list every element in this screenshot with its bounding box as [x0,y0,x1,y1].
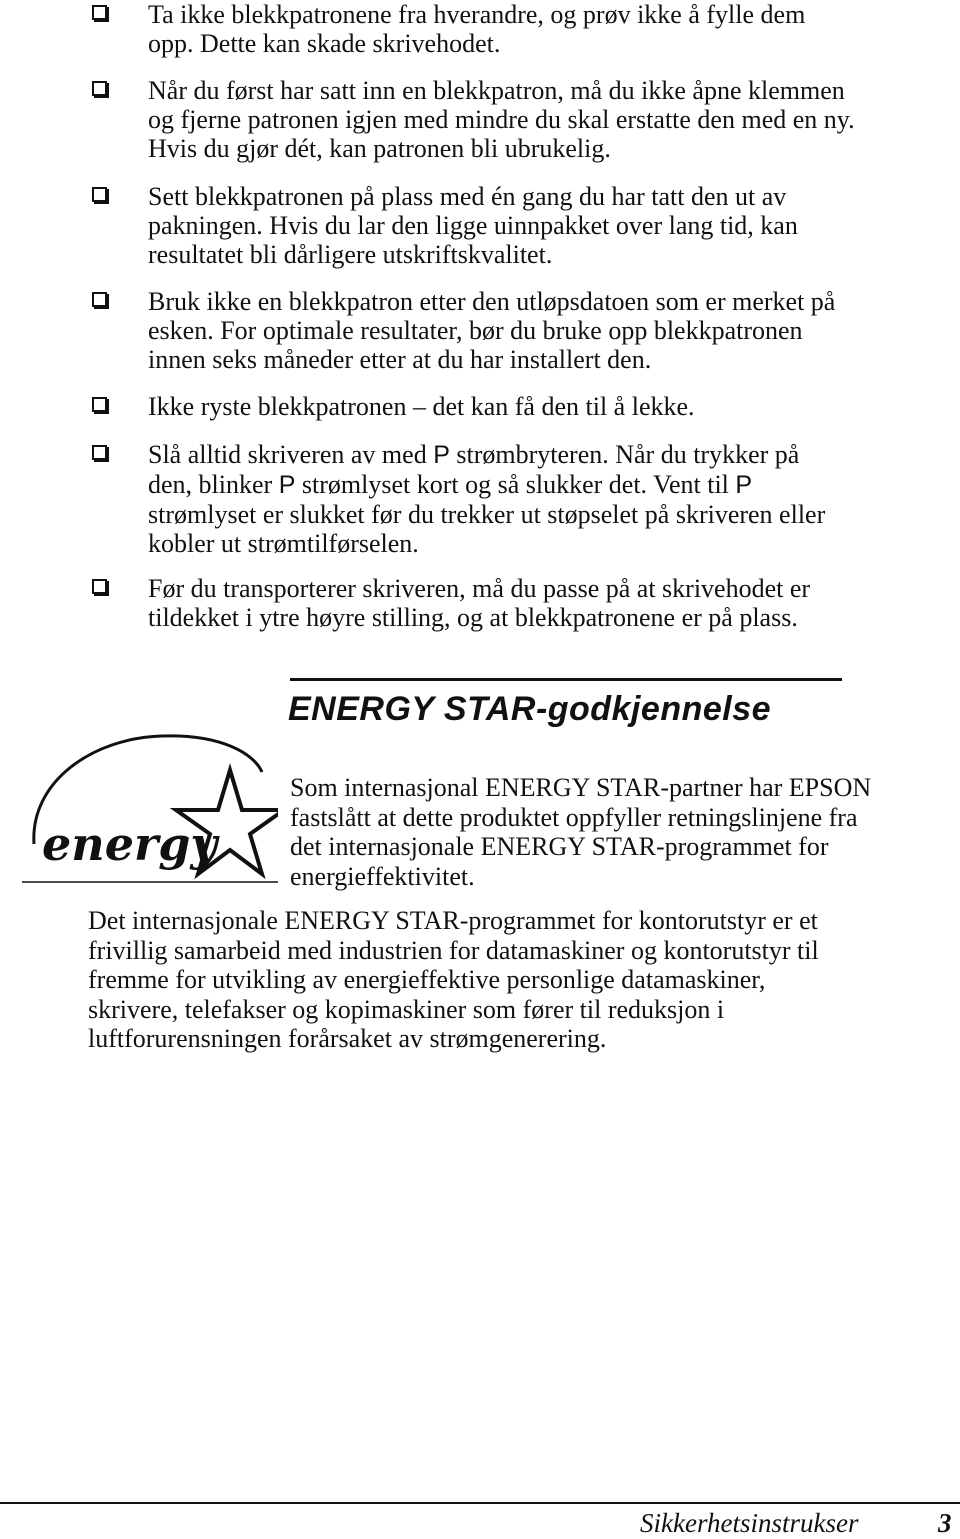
section-heading: ENERGY STAR-godkjennelse [288,690,772,728]
page-number: 3 [938,1508,952,1538]
checkbox-square-icon [92,397,107,412]
checkbox-square-icon [92,81,107,96]
list-item-text: Før du transporterer skriveren, må du passe på at skrivehodet er tildekket i ytre høyre stilling, og at blekkpatronene er på plass. [148,574,811,632]
list-item-text: Når du først har satt inn en blekkpatron, må du ikke åpne klemmen og fjerne patronen igjen med mindre du skal erstatte den med en ny. Hvis du gjør dét, kan patronen bli ubrukelig. [148,76,855,163]
checkbox-square-icon [92,445,107,460]
footer-rule [0,1502,960,1504]
energy-star-logo [22,732,278,892]
list-item-text: Ikke ryste blekkpatronen – det kan få den til å lekke. [148,392,695,421]
checkbox-square-icon [92,292,107,307]
logo-wordmark: energy [42,817,218,871]
power-button-symbol: P [278,471,296,499]
list-item-text: Slå alltid skriveren av med P strømbryteren. Når du trykker på den, blinker P strømlyset kort og så slukker det. Vent til P strømlyset er slukket før du trekker ut støpselet på skriveren eller kobler ut strømtilførselen. [148,440,826,558]
heading-rule [290,678,842,681]
power-button-symbol: P [735,471,753,499]
energy-star-body: Det internasjonale ENERGY STAR-programmet for kontorutstyr er et frivillig samarbeid med industrien for datamaskiner og kontorutstyr til fremme for utvikling av energieffektive personlige datamaskiner, skrivere, telefakser og kopimaskiner som fører til reduksjon i luftforurensningen forårsaket av strømgenerering. [88,906,819,1053]
power-button-symbol: P [433,441,450,469]
checkbox-square-icon [92,579,107,594]
energy-star-intro: Som internasjonal ENERGY STAR-partner har EPSON fastslått at dette produktet oppfyller retningslinjene fra det internasjonale ENERGY STAR-programmet for energieffektivitet. [290,773,872,891]
list-item-text: Sett blekkpatronen på plass med én gang du har tatt den ut av pakningen. Hvis du lar den ligge uinnpakket over lang tid, kan resultatet bli dårligere utskriftskvalitet. [148,182,798,269]
checkbox-square-icon [92,187,107,202]
footer-section-title: Sikkerhetsinstrukser [640,1508,859,1538]
list-item-text: Ta ikke blekkpatronene fra hverandre, og prøv ikke å fylle dem opp. Dette kan skade skrivehodet. [148,0,806,58]
checkbox-square-icon [92,5,107,20]
list-item-text: Bruk ikke en blekkpatron etter den utløpsdatoen som er merket på esken. For optimale resultater, bør du bruke opp blekkpatronen innen seks måneder etter at du har installert den. [148,287,836,374]
